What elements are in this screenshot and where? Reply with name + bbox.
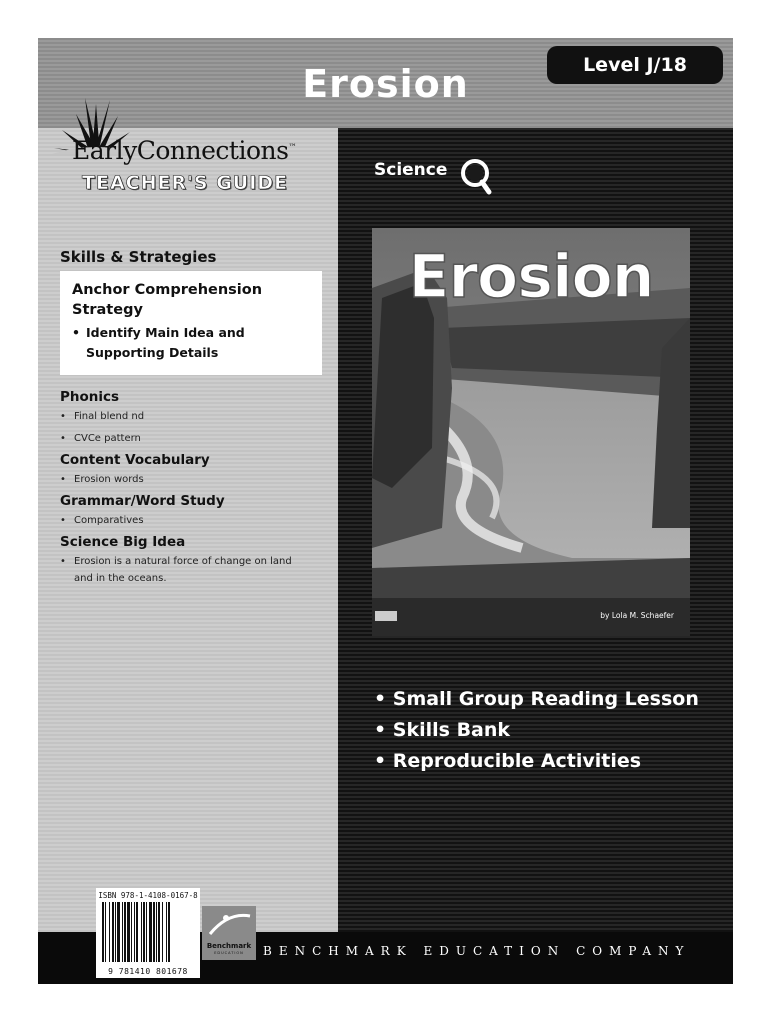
component-item-text: Small Group Reading Lesson [392,688,699,710]
trademark-mark: ™ [288,142,296,152]
grammar-item [60,512,310,529]
big-idea-item [60,553,305,587]
brand-name: EarlyConnections [72,136,289,165]
bullet: • [60,411,66,422]
bullet: • [60,515,66,526]
barcode-block [96,888,200,978]
bullet: • [60,474,66,485]
phonics-item [60,430,310,447]
component-item [374,684,699,715]
barcode-bar [146,902,147,962]
barcode-bar [162,902,163,962]
phonics-heading: Phonics [60,389,120,405]
components-list [374,684,699,777]
magnifying-glass-icon [458,156,494,196]
barcode-bar [136,902,138,962]
barcode-bar [124,902,126,962]
phonics-item-text: Final blend nd [74,411,145,422]
barcode-bar [168,902,170,962]
book-publisher-logo [375,611,397,621]
anchor-strategy-box [60,271,322,375]
barcode-bar [122,902,123,962]
teachers-guide-label: TEACHER'S GUIDE [82,172,289,194]
big-idea-heading: Science Big Idea [60,534,186,550]
component-item-text: Skills Bank [392,719,511,741]
barcode-bar [143,902,145,962]
barcode-bar [127,902,130,962]
barcode-bar [102,902,104,962]
component-item [374,746,699,777]
barcode-bar [109,902,110,962]
early-connections-logo [52,96,296,211]
barcode-bar [134,902,135,962]
bullet: • [60,556,66,567]
level-badge: Level J/18 [547,46,723,84]
vocabulary-item [60,471,310,488]
component-item [374,715,699,746]
big-idea-item-text: Erosion is a natural force of change on land and in the oceans. [74,556,292,584]
anchor-strategy-text: Identify Main Idea and Supporting Details [86,325,245,360]
barcode-bar [115,902,116,962]
barcode-bar [131,902,132,962]
benchmark-logo [202,906,256,960]
anchor-strategy-item [72,323,312,363]
barcode-bar [156,902,157,962]
publisher-name: BENCHMARK EDUCATION COMPANY [263,944,691,958]
bullet: • [60,433,66,444]
swoosh-icon [202,906,256,942]
benchmark-logo-name: Benchmark [206,942,252,950]
barcode-bar [141,902,142,962]
barcode-bar [166,902,167,962]
bullet: • [72,325,80,340]
grammar-item-text: Comparatives [74,515,144,526]
barcode-bar [117,902,120,962]
book-title: Erosion [408,242,654,312]
barcode-bar [105,902,106,962]
anchor-strategy-title: Anchor Comprehension Strategy [72,282,263,318]
phonics-item-text: CVCe pattern [74,433,141,444]
vocabulary-item-text: Erosion words [74,474,144,485]
barcode [100,902,196,962]
barcode-number: 9 781410 801678 [108,967,188,976]
skills-heading: Skills & Strategies [60,248,217,266]
bullet: • [374,688,387,710]
barcode-bar [158,902,160,962]
vocabulary-heading: Content Vocabulary [60,452,210,468]
page-title: Erosion [302,62,469,106]
bullet: • [374,750,387,772]
barcode-bar [153,902,155,962]
component-item-text: Reproducible Activities [392,750,642,772]
barcode-bar [112,902,114,962]
phonics-item [60,408,310,425]
science-label: Science [374,160,448,180]
isbn-label: ISBN 978-1-4108-0167-8 [98,891,198,900]
bullet: • [374,719,387,741]
barcode-bar [149,902,152,962]
grammar-heading: Grammar/Word Study [60,493,225,509]
book-cover-image [372,228,690,636]
book-author: by Lola M. Schaefer [600,611,674,620]
benchmark-logo-sub: EDUCATION [214,951,244,955]
